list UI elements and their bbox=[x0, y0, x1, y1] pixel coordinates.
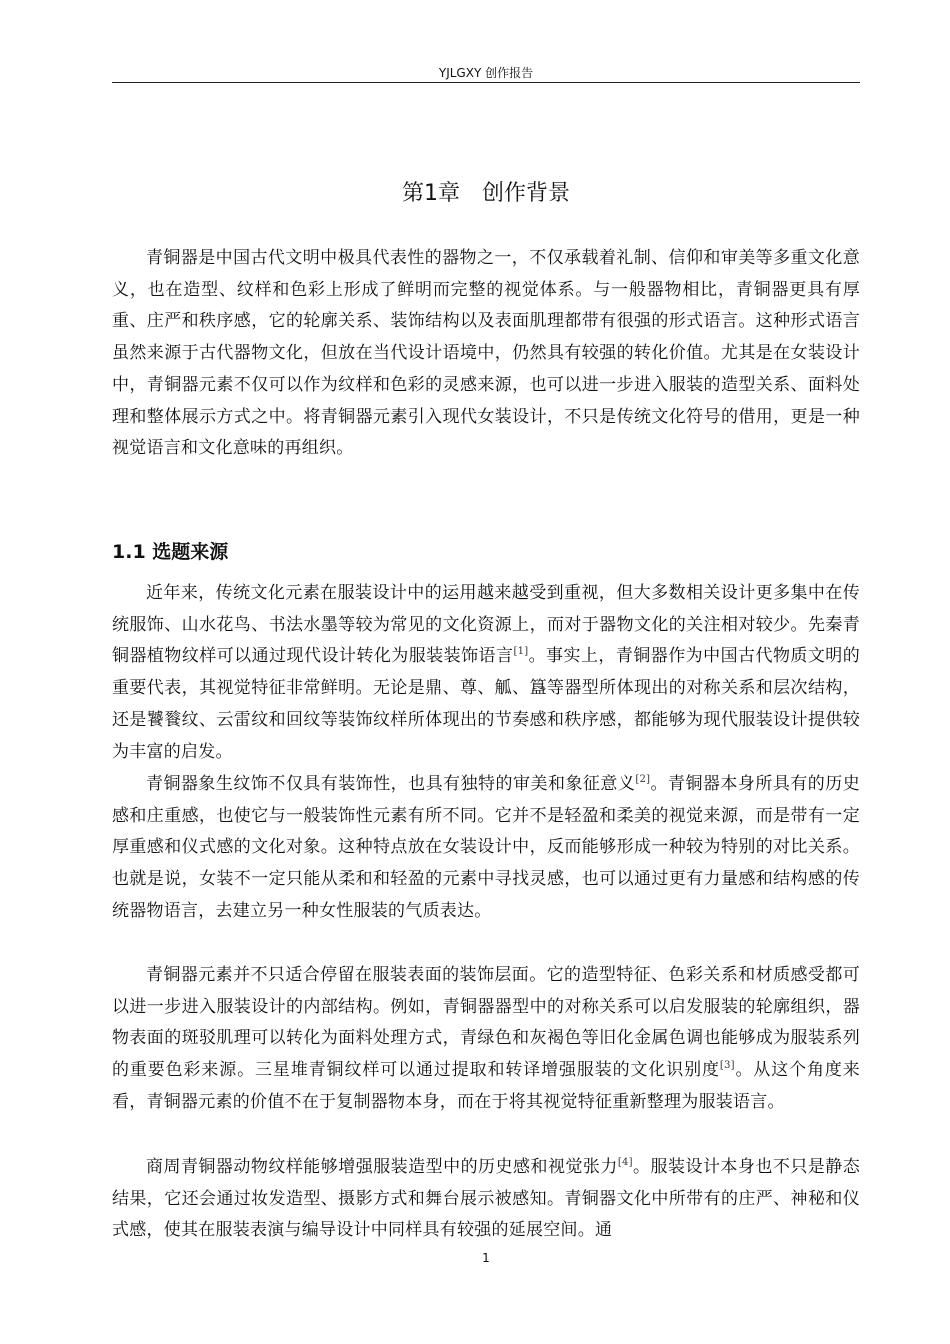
header-title: YJLGXY 创作报告 bbox=[438, 66, 534, 80]
paragraph-text: 。服装设计本身也不只是静态结果，它还会通过妆发造型、摄影方式和舞台展示被感知。青铜器文化中所带有的庄严、神秘和仪式感，使其在服装表演与编导设计中同样具有较强的延展空间。通 bbox=[112, 1157, 861, 1241]
paragraph-text: 。青铜器本身所具有的历史感和庄重感，也使它与一般装饰性元素有所不同。它并不是轻盈和柔美的视觉来源，而是带有一定厚重感和仪式感的文化对象。这种特点放在女装设计中，反而能够形成一种较为特别的对比关系。也就是说，女装不一定只能从柔和和轻盈的元素中寻找灵感，也可以通过更有力量感和结构感的传统器物语言，去建立另一种女性服装的气质表达。 bbox=[112, 774, 861, 921]
intro-text: 青铜器是中国古代文明中极具代表性的器物之一，不仅承载着礼制、信仰和审美等多重文化意义，也在造型、纹样和色彩上形成了鲜明而完整的视觉体系。与一般器物相比，青铜器更具有厚重、庄严和秩序感，它的轮廓关系、装饰结构以及表面肌理都带有很强的形式语言。这种形式语言虽然来源于古代器物文化，但放在当代设计语境中，仍然具有较强的转化价值。尤其是在女装设计中，青铜器元素不仅可以作为纹样和色彩的灵感来源，也可以进一步进入服装的造型关系、面料处理和整体展示方式之中。将青铜器元素引入现代女装设计，不只是传统文化符号的借用，更是一种视觉语言和文化意味的再组织。 bbox=[112, 248, 860, 459]
body-paragraph-2 bbox=[112, 769, 860, 928]
paragraph-text: 近年来，传统文化元素在服装设计中的运用越来越受到重视，但大多数相关设计更多集中在传统服饰、山水花鸟、书法水墨等较为常见的文化资源上，而对于器物文化的关注相对较少。先秦青铜器植物纹样可以通过现代设计转化为服装装饰语言 bbox=[112, 583, 860, 667]
citation-ref[interactable]: [1] bbox=[513, 646, 529, 658]
paragraph-text: 。从这个角度来看，青铜器元素的价值不在于复制器物本身，而在于将其视觉特征重新整理为服装语言。 bbox=[112, 1060, 861, 1112]
intro-paragraph bbox=[112, 243, 860, 465]
citation-ref[interactable]: [2] bbox=[635, 774, 651, 785]
chapter-title: 第1章 创作背景 bbox=[402, 181, 570, 206]
page-number: 1 bbox=[482, 1251, 490, 1265]
citation-ref[interactable]: [3] bbox=[719, 1060, 735, 1072]
paragraph-text: 商周青铜器动物纹样能够增强服装造型中的历史感和视觉张力 bbox=[146, 1157, 618, 1177]
citation-ref[interactable]: [4] bbox=[617, 1157, 633, 1168]
body-paragraph-1 bbox=[112, 578, 860, 768]
paragraph-text: 。事实上，青铜器作为中国古代物质文明的重要代表，其视觉特征非常鲜明。无论是鼎、尊、觚、簋等器型所体现出的对称关系和层次结构，还是饕餮纹、云雷纹和回纹等装饰纹样所体现出的节奏感和秩序感，都能够为现代服装设计提供较为丰富的启发。 bbox=[112, 646, 861, 762]
page-header bbox=[112, 64, 860, 83]
section-title: 1.1 选题来源 bbox=[112, 541, 229, 563]
body-paragraph-4 bbox=[112, 1152, 860, 1247]
body-paragraph-3 bbox=[112, 960, 860, 1119]
paragraph-text: 青铜器象生纹饰不仅具有装饰性，也具有独特的审美和象征意义 bbox=[146, 774, 636, 794]
paragraph-text: 青铜器元素并不只适合停留在服装表面的装饰层面。它的造型特征、色彩关系和材质感受都可以进一步进入服装设计的内部结构。例如，青铜器器型中的对称关系可以启发服装的轮廓组织，器物表面的斑驳肌理可以转化为面料处理方式，青绿色和灰褐色等旧化金属色调也能够成为服装系列的重要色彩来源。三星堆青铜纹样可以通过提取和转译增强服装的文化识别度 bbox=[112, 965, 860, 1081]
